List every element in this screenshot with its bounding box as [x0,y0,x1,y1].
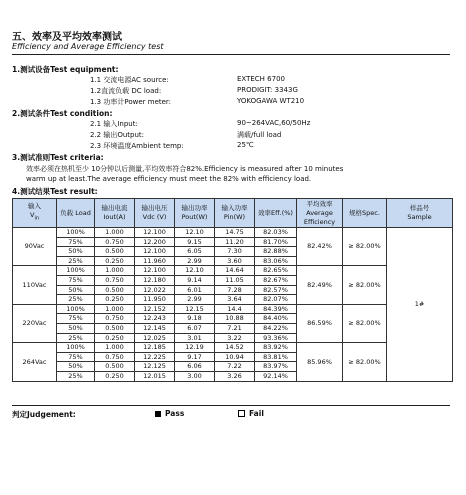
sample-cell: 1# [387,228,453,382]
pin-cell: 7.22 [215,362,255,372]
load-cell: 50% [57,323,95,333]
vdc-cell: 12.125 [135,362,175,372]
eff-cell: 83.06% [255,256,297,266]
criteria-text: 效率必须在热机至少 10分钟以后测量,平均效率符合82%.Efficiency is measured after 10 minutes [26,165,344,173]
pin-cell: 11.05 [215,275,255,285]
section-title: 五、效率及平均效率测试 [12,32,122,43]
spec-cell: ≥ 82.00% [343,343,387,381]
table-row [13,228,453,238]
load-cell: 25% [57,333,95,343]
header-average: 平均效率 Average Efficiency [297,199,343,228]
iout-cell: 0.750 [95,275,135,285]
vdc-cell: 12.200 [135,237,175,247]
spec-cell: ≥ 82.00% [343,228,387,266]
pin-cell: 10.88 [215,314,255,324]
section-title-en: Efficiency and Average Efficiency test [12,42,164,51]
vin-cell: 90Vac [13,228,57,266]
load-cell: 75% [57,275,95,285]
pass-checkbox-icon [155,411,161,417]
eff-cell: 83.81% [255,352,297,362]
load-cell: 25% [57,295,95,305]
vdc-cell: 12.100 [135,247,175,257]
condition-value: 25℃ [237,141,254,149]
vdc-cell: 12.180 [135,275,175,285]
pout-cell: 9.18 [175,314,215,324]
iout-cell: 0.750 [95,352,135,362]
eff-cell: 82.57% [255,285,297,295]
header-spec: 规格Spec. [343,199,387,228]
header-efficiency: 效率Eff.(%) [255,199,297,228]
condition-value: 满载/full load [237,131,282,139]
iout-cell: 0.250 [95,333,135,343]
header-iout: 输出电流 Iout(A) [95,199,135,228]
pin-cell: 11.20 [215,237,255,247]
judgement-label: 判定Judgement: [12,410,76,419]
vin-cell: 110Vac [13,266,57,304]
pin-cell: 14.64 [215,266,255,276]
pout-cell: 12.10 [175,266,215,276]
average-cell: 82.49% [297,266,343,304]
pin-cell: 14.52 [215,343,255,353]
efficiency-table [12,198,453,382]
pout-cell: 2.99 [175,256,215,266]
average-cell: 82.42% [297,228,343,266]
spec-cell: ≥ 82.00% [343,266,387,304]
eff-cell: 92.14% [255,371,297,381]
iout-cell: 0.500 [95,362,135,372]
pout-cell: 6.07 [175,323,215,333]
result-heading: 4.测试结果Test result: [12,187,98,196]
condition-value: 90~264VAC,60/50Hz [237,119,311,127]
average-cell: 86.59% [297,304,343,342]
pout-cell: 12.10 [175,228,215,238]
pin-cell: 3.60 [215,256,255,266]
pin-cell: 7.21 [215,323,255,333]
fail-checkbox-icon [238,410,245,417]
pass-label: Pass [165,409,185,418]
header-pout: 输出功率 Pout(W) [175,199,215,228]
iout-cell: 0.500 [95,247,135,257]
judgement-rule [12,405,450,406]
header-vdc: 输出电压 Vdc (V) [135,199,175,228]
eff-cell: 83.92% [255,343,297,353]
fail-label: Fail [249,409,264,418]
vdc-cell: 12.225 [135,352,175,362]
eff-cell: 84.22% [255,323,297,333]
vin-cell: 220Vac [13,304,57,342]
iout-cell: 1.000 [95,343,135,353]
load-cell: 50% [57,285,95,295]
vdc-cell: 12.243 [135,314,175,324]
header-input: 输入 $V_{in}$ [13,199,57,228]
eff-cell: 82.67% [255,275,297,285]
average-cell: 85.96% [297,343,343,381]
spec-cell: ≥ 82.00% [343,304,387,342]
equipment-value: YOKOGAWA WT210 [237,97,305,105]
vdc-cell: 12.145 [135,323,175,333]
vin-cell: 264Vac [13,343,57,381]
table-body [13,228,453,382]
title-rule [12,54,450,55]
vdc-cell: 12.022 [135,285,175,295]
iout-cell: 0.250 [95,295,135,305]
pin-cell: 14.75 [215,228,255,238]
eff-cell: 84.40% [255,314,297,324]
condition-heading: 2.测试条件Test condition: [12,109,113,118]
pin-cell: 3.64 [215,295,255,305]
equipment-label: 1.2直流负载 DC load: [90,87,162,95]
eff-cell: 82.07% [255,295,297,305]
condition-label: 2.1 输入Input: [90,120,138,128]
equipment-value: EXTECH 6700 [237,75,285,83]
eff-cell: 82.65% [255,266,297,276]
condition-label: 2.3 环境温度Ambient temp: [90,142,184,150]
iout-cell: 0.500 [95,285,135,295]
criteria-heading: 3.测试准则Test criteria: [12,153,104,162]
fail-option [238,409,264,418]
equipment-heading: 1.测试设备Test equipment: [12,65,119,74]
header-pin: 输入功率 Pin(W) [215,199,255,228]
header-sample: 样品号 Sample [387,199,453,228]
vdc-cell: 12.025 [135,333,175,343]
load-cell: 50% [57,247,95,257]
iout-cell: 0.500 [95,323,135,333]
load-cell: 75% [57,237,95,247]
pout-cell: 2.99 [175,295,215,305]
pout-cell: 3.00 [175,371,215,381]
eff-cell: 81.70% [255,237,297,247]
eff-cell: 93.36% [255,333,297,343]
load-cell: 25% [57,371,95,381]
vdc-cell: 12.015 [135,371,175,381]
eff-cell: 82.03% [255,228,297,238]
pin-cell: 3.22 [215,333,255,343]
pin-cell: 7.28 [215,285,255,295]
pin-cell: 3.26 [215,371,255,381]
iout-cell: 0.250 [95,371,135,381]
pout-cell: 6.05 [175,247,215,257]
pin-cell: 14.4 [215,304,255,314]
iout-cell: 1.000 [95,266,135,276]
iout-cell: 0.750 [95,237,135,247]
iout-cell: 0.750 [95,314,135,324]
eff-cell: 84.39% [255,304,297,314]
equipment-label: 1.1 交流电源AC source: [90,76,169,84]
condition-label: 2.2 输出Output: [90,131,145,139]
pout-cell: 9.17 [175,352,215,362]
pass-option [155,409,184,418]
iout-cell: 1.000 [95,228,135,238]
equipment-label: 1.3 功率计Power meter: [90,98,172,106]
vdc-cell: 12.185 [135,343,175,353]
load-cell: 100% [57,304,95,314]
load-cell: 100% [57,266,95,276]
load-cell: 100% [57,228,95,238]
header-load: 负载 Load [57,199,95,228]
iout-cell: 1.000 [95,304,135,314]
pout-cell: 3.01 [175,333,215,343]
pout-cell: 9.15 [175,237,215,247]
pin-cell: 10.94 [215,352,255,362]
criteria-text: warm up at least.The average efficiency must meet the 82% with efficiency load. [26,175,312,183]
load-cell: 25% [57,256,95,266]
load-cell: 50% [57,362,95,372]
equipment-value: PRODIGIT: 3343G [237,86,298,94]
pout-cell: 6.06 [175,362,215,372]
load-cell: 75% [57,352,95,362]
iout-cell: 0.250 [95,256,135,266]
vdc-cell: 12.100 [135,228,175,238]
load-cell: 75% [57,314,95,324]
vdc-cell: 12.100 [135,266,175,276]
eff-cell: 83.97% [255,362,297,372]
pin-cell: 7.30 [215,247,255,257]
vdc-cell: 11.960 [135,256,175,266]
load-cell: 100% [57,343,95,353]
vdc-cell: 12.152 [135,304,175,314]
vdc-cell: 11.950 [135,295,175,305]
pout-cell: 9.14 [175,275,215,285]
eff-cell: 82.88% [255,247,297,257]
pout-cell: 12.15 [175,304,215,314]
pout-cell: 6.01 [175,285,215,295]
pout-cell: 12.19 [175,343,215,353]
